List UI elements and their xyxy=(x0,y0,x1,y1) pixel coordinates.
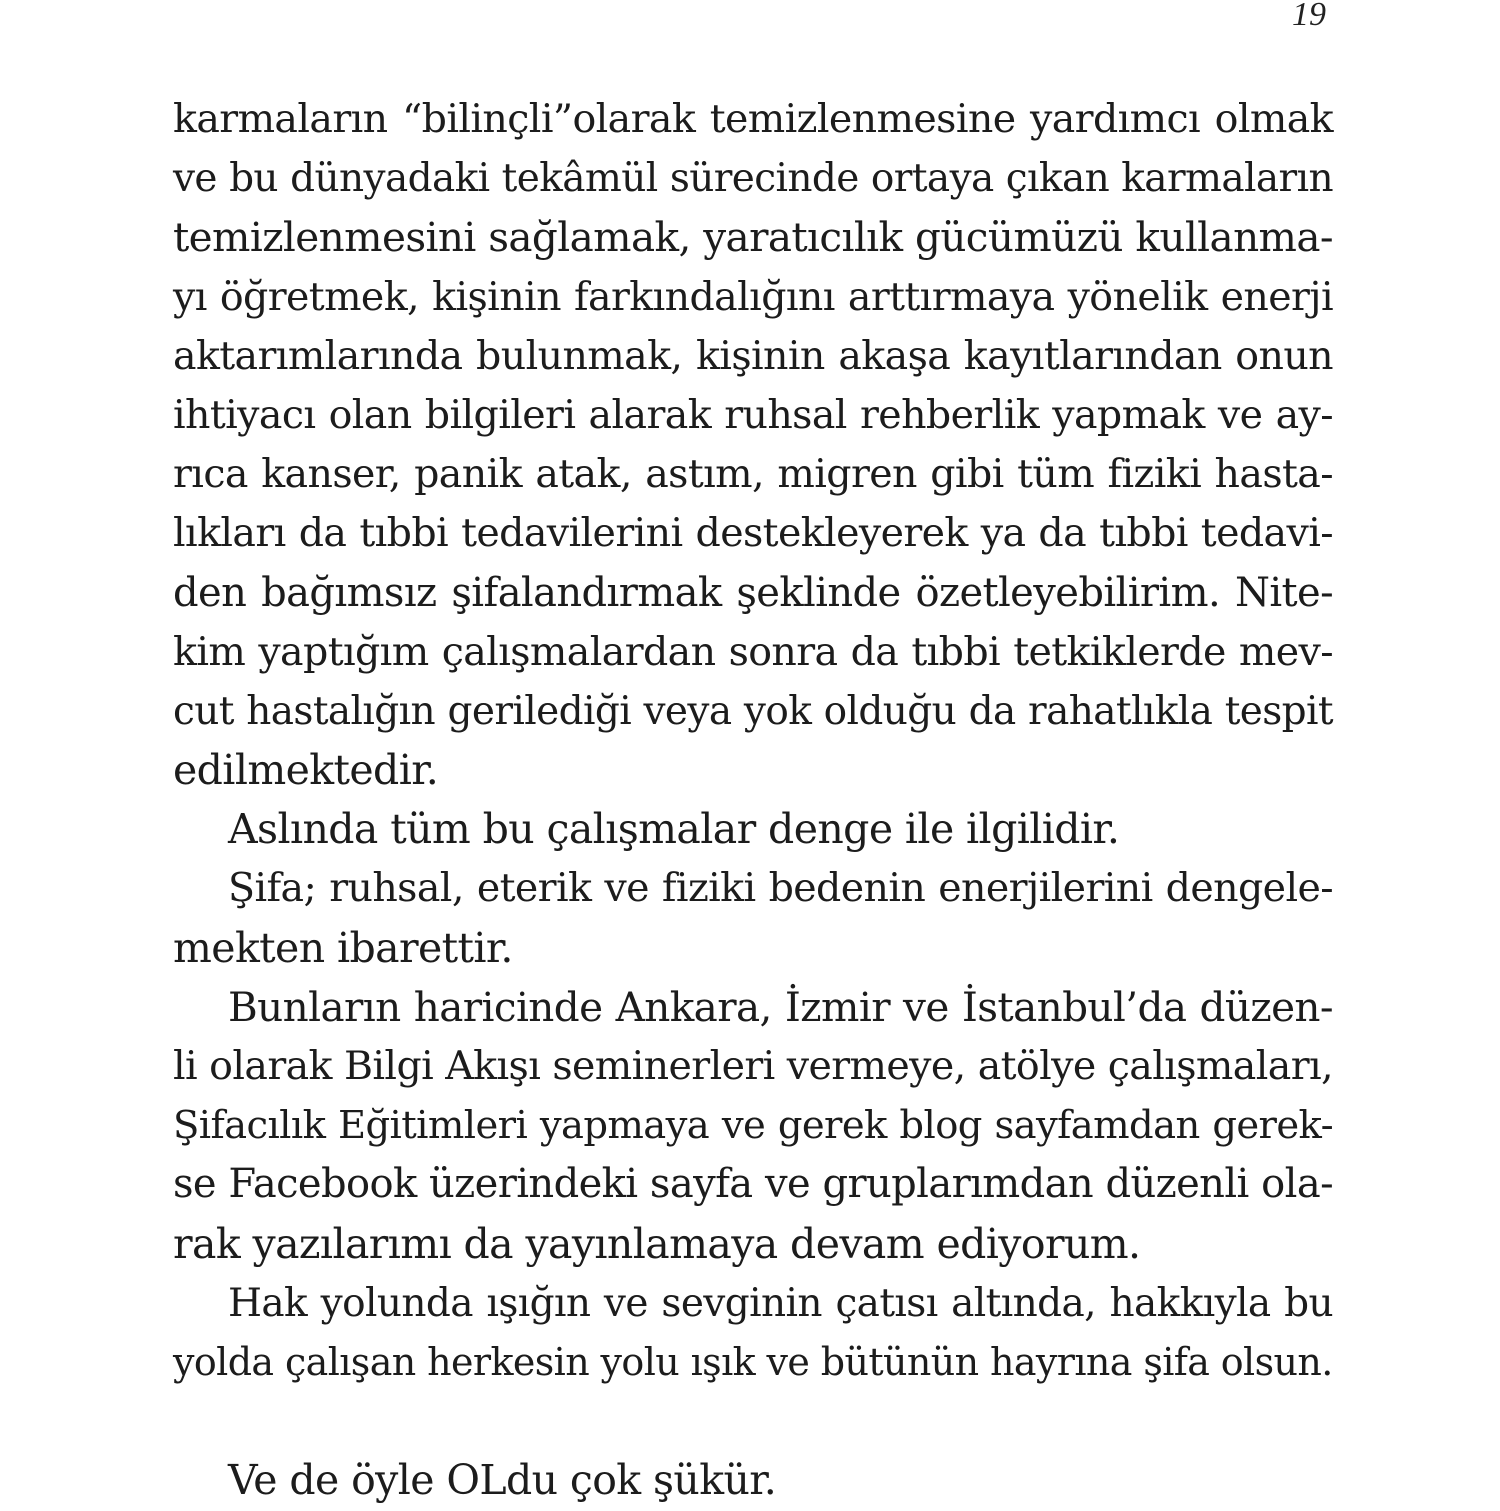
text-line: mekten ibarettir. xyxy=(173,923,513,972)
text-line: ihtiyacı olan bilgileri alarak ruhsal rehberlik yapmak ve ay- xyxy=(173,391,1333,438)
paragraph-seminars xyxy=(173,978,1333,1274)
text-line: Aslında tüm bu çalışmalar denge ile ilgilidir. xyxy=(228,805,1120,854)
text-line: Şifa; ruhsal, eterik ve fiziki bedenin enerjilerini dengele- xyxy=(228,865,1333,912)
body-text xyxy=(173,90,1333,1511)
text-line: Hak yolunda ışığın ve sevginin çatısı altında, hakkıyla bu xyxy=(228,1280,1333,1326)
text-line: aktarımlarında bulunmak, kişinin akaşa kayıtlarından onun xyxy=(173,332,1333,379)
text-line: yolda çalışan herkesin yolu ışık ve bütünün hayrına şifa olsun. xyxy=(173,1339,1333,1384)
text-line: lıkları da tıbbi tedavilerini destekleyerek ya da tıbbi tedavi- xyxy=(173,510,1333,557)
text-line: rıca kanser, panik atak, astım, migren gibi tüm fiziki hasta- xyxy=(173,451,1333,498)
text-line: Bunların haricinde Ankara, İzmir ve İstanbul’da düzen- xyxy=(228,982,1333,1031)
paragraph-balance xyxy=(173,800,1333,859)
paragraph-healing-definition xyxy=(173,859,1333,977)
text-line: ve bu dünyadaki tekâmül sürecinde ortaya çıkan karmaların xyxy=(173,156,1333,202)
text-line: cut hastalığın gerilediği veya yok olduğu da rahatlıkla tespit xyxy=(173,688,1333,734)
paragraph-karma-cleansing xyxy=(173,90,1333,800)
paragraph-closing xyxy=(173,1451,1333,1510)
text-line: yı öğretmek, kişinin farkındalığını arttırmaya yönelik enerji xyxy=(173,273,1333,320)
blank-line xyxy=(173,1392,1333,1451)
text-line: den bağımsız şifalandırmak şeklinde özetleyebilirim. Nite- xyxy=(173,569,1333,616)
text-line: kim yaptığım çalışmalardan sonra da tıbbi tetkiklerde mev- xyxy=(173,628,1333,675)
text-line: se Facebook üzerindeki sayfa ve gruplarımdan düzenli ola- xyxy=(173,1161,1333,1208)
text-line: Şifacılık Eğitimleri yapmaya ve gerek blog sayfamdan gerek- xyxy=(173,1103,1333,1149)
text-line: rak yazılarımı da yayınlamaya devam ediyorum. xyxy=(173,1219,1141,1268)
text-line: edilmektedir. xyxy=(173,746,439,795)
text-line: karmaların “bilinçli”olarak temizlenmesine yardımcı olmak xyxy=(173,96,1333,142)
page-number: 19 xyxy=(1292,0,1326,33)
text-line: temizlenmesini sağlamak, yaratıcılık gücümüzü kullanma- xyxy=(173,213,1333,262)
text-line: li olarak Bilgi Akışı seminerleri vermeye, atölye çalışmaları, xyxy=(173,1043,1333,1089)
paragraph-blessing xyxy=(173,1274,1333,1392)
text-line: Ve de öyle OLdu çok şükür. xyxy=(228,1456,777,1505)
